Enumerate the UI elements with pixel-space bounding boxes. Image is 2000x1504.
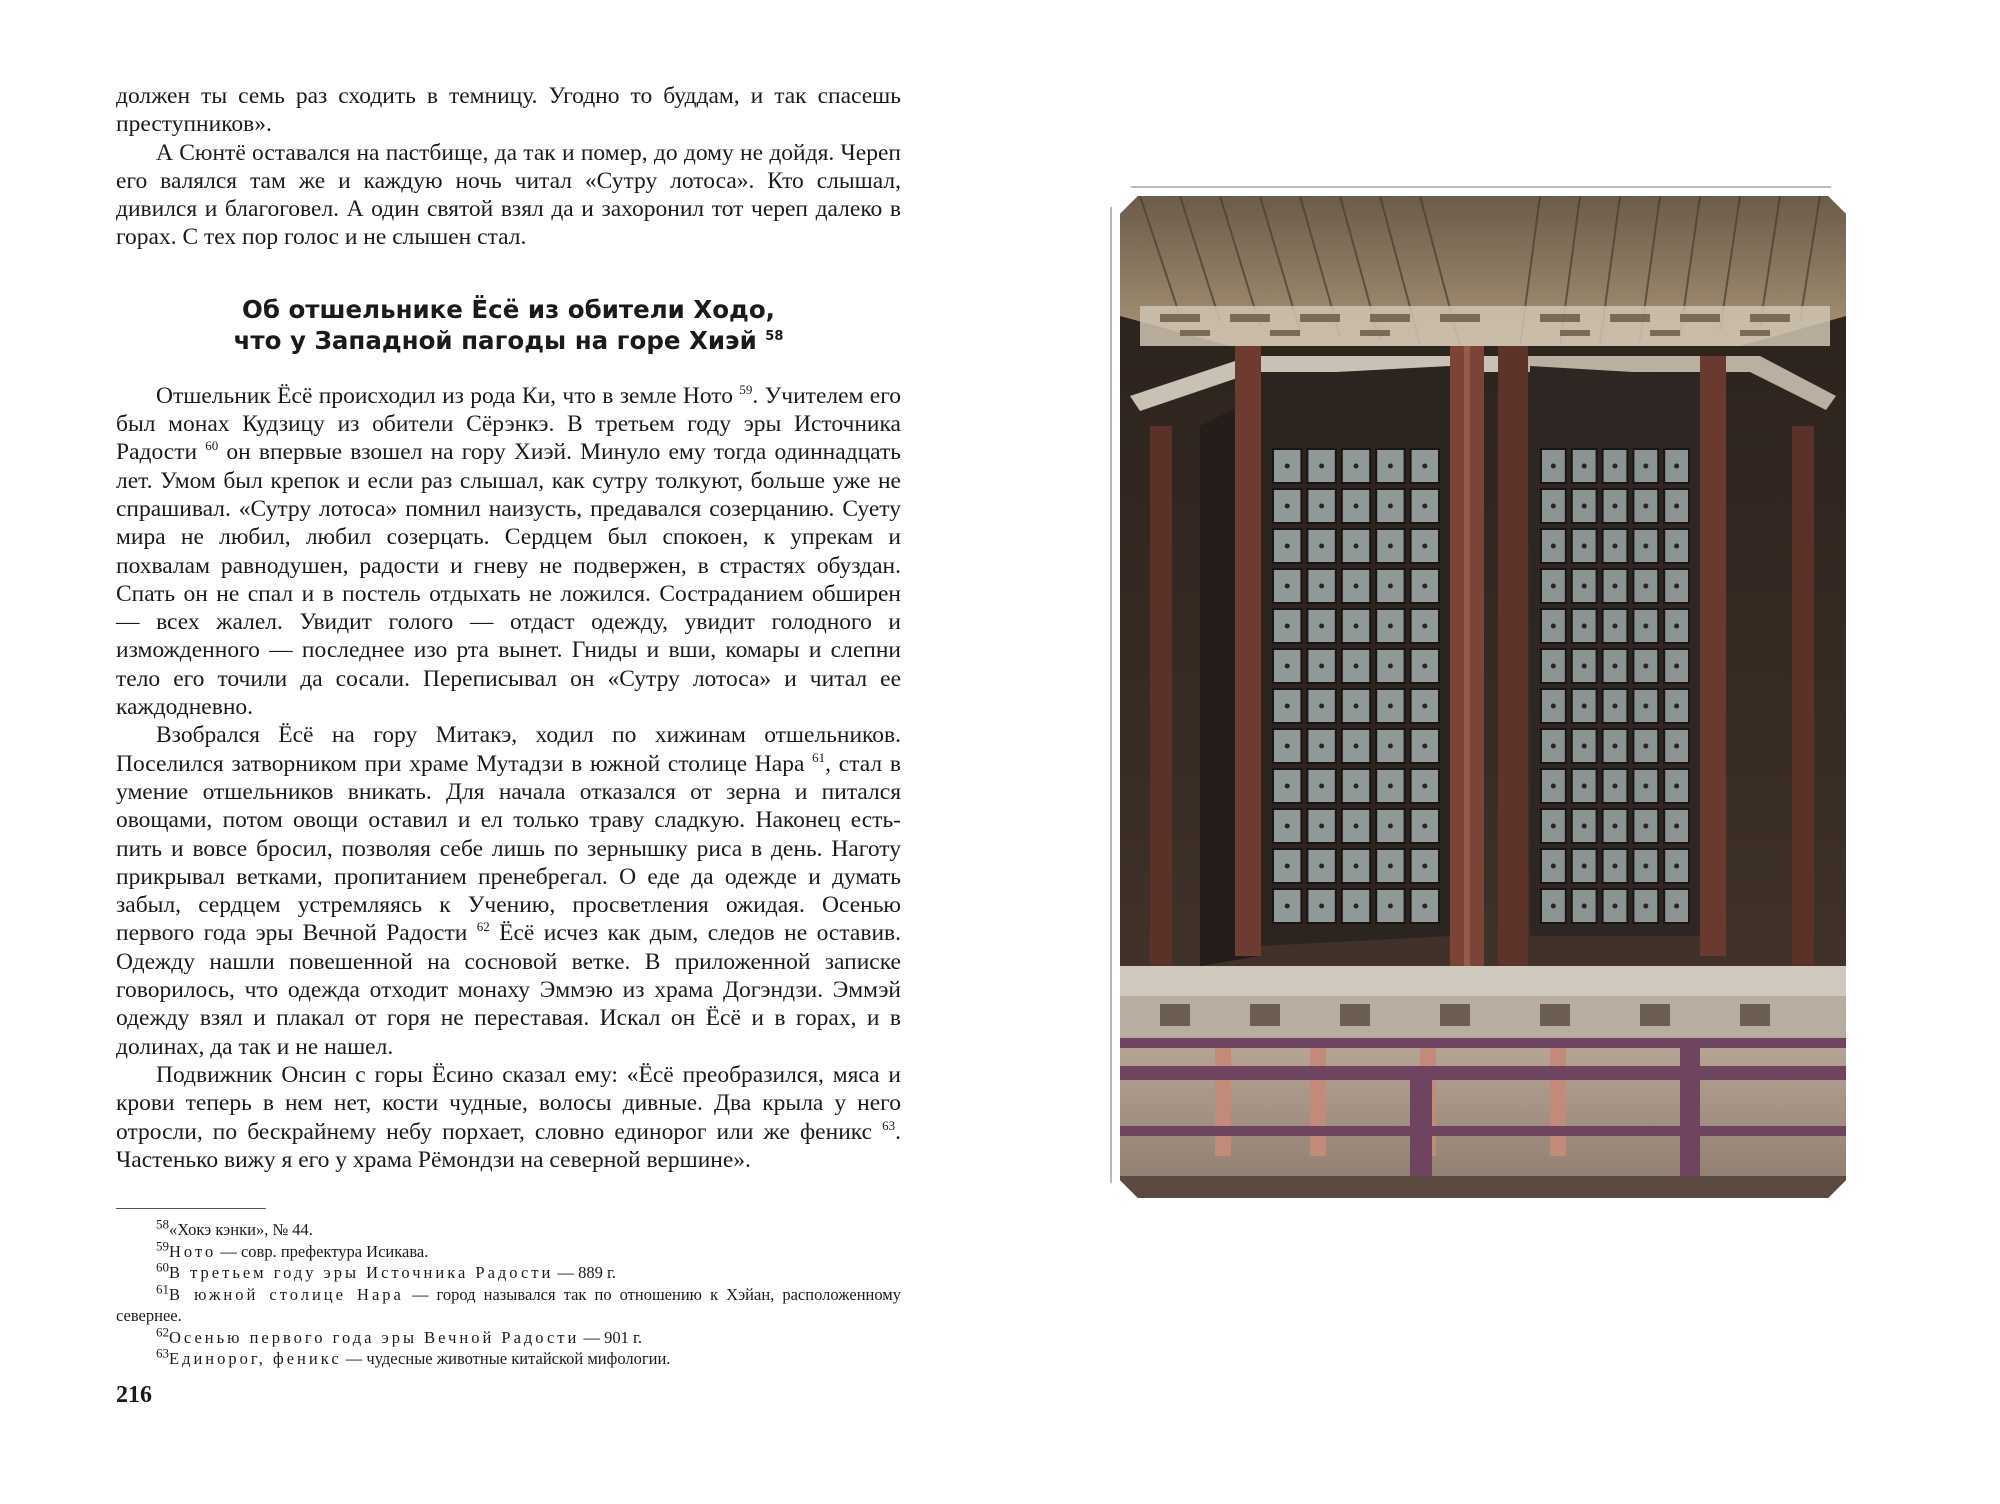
footnote-60 bbox=[116, 1259, 901, 1284]
column bbox=[1792, 426, 1814, 986]
base-ledge bbox=[1120, 966, 1846, 996]
drawer-knob bbox=[1422, 504, 1427, 509]
footnote-number: 61 bbox=[156, 1281, 169, 1297]
drawer-knob bbox=[1582, 784, 1587, 789]
section-heading bbox=[116, 294, 901, 356]
footnote-term: В южной столице Нара bbox=[169, 1284, 404, 1304]
drawer-knob bbox=[1582, 624, 1587, 629]
drawer-knob bbox=[1319, 784, 1324, 789]
footnote-term: Единорог, феникс bbox=[169, 1349, 342, 1369]
footnote-ref-61[interactable]: 61 bbox=[812, 749, 826, 765]
body-paragraph: А Сюнтё оставался на пастбище, да так и помер, до дому не дойдя. Череп его валялся там же и каждую ночь читал «Сутру лотоса». Кто слышал, дивился и благоговел. А один святой взял да и захоронил тот череп далеко в горах. С тех пор голос и не слышен стал. bbox=[116, 139, 901, 251]
drawer-knob bbox=[1582, 664, 1587, 669]
text-run: . Учителем его был монах Кудзицу из обители Сёрэнкэ. В третьем году эры Источника Радости bbox=[116, 382, 902, 466]
drawer-knob bbox=[1319, 824, 1324, 829]
heading-line-2-text: что у Западной пагоды на горе Хиэй bbox=[233, 325, 757, 355]
drawer-knob bbox=[1674, 544, 1679, 549]
drawer-knob bbox=[1388, 544, 1393, 549]
drawer-knob bbox=[1551, 544, 1556, 549]
drawer-knob bbox=[1319, 664, 1324, 669]
footnote-ref-59[interactable]: 59 bbox=[739, 381, 753, 397]
drawer-knob bbox=[1613, 464, 1618, 469]
base-frieze bbox=[1120, 996, 1846, 1036]
footnote-text: — 901 г. bbox=[579, 1327, 642, 1347]
drawer-knob bbox=[1613, 624, 1618, 629]
text-run: Отшельник Ёсё происходил из рода Ки, что в земле Ното bbox=[156, 382, 734, 409]
drawer-knob bbox=[1354, 744, 1359, 749]
footnote-61 bbox=[116, 1281, 901, 1327]
footnote-text: — чудесные животные китайской мифологии. bbox=[341, 1349, 671, 1369]
drawer-knob bbox=[1388, 744, 1393, 749]
footnote-number: 60 bbox=[156, 1259, 169, 1275]
drawer-knob bbox=[1354, 904, 1359, 909]
drawer-knob bbox=[1319, 504, 1324, 509]
drawer-knob bbox=[1388, 704, 1393, 709]
drawer-knob bbox=[1643, 784, 1648, 789]
drawer-knob bbox=[1613, 864, 1618, 869]
drawer-knob bbox=[1674, 824, 1679, 829]
drawer-knob bbox=[1613, 664, 1618, 669]
drawer-knob bbox=[1551, 584, 1556, 589]
drawer-knob bbox=[1388, 864, 1393, 869]
body-paragraph bbox=[116, 382, 901, 722]
drawer-knob bbox=[1354, 824, 1359, 829]
drawer-knob bbox=[1643, 864, 1648, 869]
drawer-knob bbox=[1643, 904, 1648, 909]
drawer-knob bbox=[1613, 784, 1618, 789]
drawer-knob bbox=[1388, 584, 1393, 589]
drawer-knob bbox=[1422, 464, 1427, 469]
drawer-knob bbox=[1674, 784, 1679, 789]
drawer-knob bbox=[1674, 624, 1679, 629]
drawer-knob bbox=[1388, 784, 1393, 789]
drawer-knob bbox=[1582, 864, 1587, 869]
drawer-knob bbox=[1643, 504, 1648, 509]
drawer-knob bbox=[1551, 464, 1556, 469]
body-paragraph bbox=[116, 1061, 901, 1174]
drawer-knob bbox=[1388, 464, 1393, 469]
footnote-term: Ното bbox=[169, 1241, 217, 1261]
drawer-knob bbox=[1643, 704, 1648, 709]
footnote-63 bbox=[116, 1345, 901, 1370]
footnote-number: 62 bbox=[156, 1324, 169, 1340]
drawer-knob bbox=[1422, 864, 1427, 869]
footnote-ref-58[interactable]: 58 bbox=[765, 328, 784, 344]
drawer-knob bbox=[1613, 504, 1618, 509]
drawer-knob bbox=[1422, 784, 1427, 789]
drawer-knob bbox=[1319, 584, 1324, 589]
footnotes bbox=[116, 1216, 901, 1370]
drawer-knob bbox=[1422, 544, 1427, 549]
drawer-knob bbox=[1582, 904, 1587, 909]
footnote-text: — город назывался так по отношению к Хэйан, расположенному севернее. bbox=[116, 1284, 901, 1326]
column bbox=[1498, 346, 1528, 966]
drawer-knob bbox=[1319, 544, 1324, 549]
drawer-knob bbox=[1354, 664, 1359, 669]
drawer-knob bbox=[1582, 464, 1587, 469]
footnote-text: «Хокэ кэнки», № 44. bbox=[169, 1220, 313, 1240]
page-number: 216 bbox=[116, 1382, 152, 1408]
drawer-knob bbox=[1582, 744, 1587, 749]
drawer-knob bbox=[1285, 824, 1290, 829]
drawer-knob bbox=[1551, 744, 1556, 749]
drawer-knob bbox=[1643, 584, 1648, 589]
drawer-knob bbox=[1354, 464, 1359, 469]
drawer-knob bbox=[1422, 824, 1427, 829]
text-run: Подвижник Онсин с горы Ёсино сказал ему: «Ёсё преобразился, мяса и крови теперь в нем нет, кости чудные, волосы дивные. Два крыла у него отросли, по бескрайнему небу порхает, словно единорог или же феникс bbox=[116, 1061, 901, 1145]
drawer-knob bbox=[1643, 544, 1648, 549]
drawer-knob bbox=[1285, 584, 1290, 589]
drawer-knob bbox=[1285, 704, 1290, 709]
drawer-knob bbox=[1674, 704, 1679, 709]
footnote-text: — 889 г. bbox=[553, 1263, 617, 1283]
drawer-knob bbox=[1319, 704, 1324, 709]
drawer-knob bbox=[1354, 584, 1359, 589]
drawer-knob bbox=[1285, 464, 1290, 469]
drawer-knob bbox=[1674, 664, 1679, 669]
footnote-number: 63 bbox=[156, 1345, 169, 1361]
drawer-knob bbox=[1354, 504, 1359, 509]
drawer-knob bbox=[1551, 704, 1556, 709]
drawer-knob bbox=[1613, 744, 1618, 749]
footnote-text: — совр. префектура Исикава. bbox=[216, 1241, 429, 1261]
drawer-knob bbox=[1285, 624, 1290, 629]
floor-edge bbox=[1120, 1176, 1846, 1198]
drawer-knob bbox=[1551, 824, 1556, 829]
drawer-knob bbox=[1643, 464, 1648, 469]
drawer-knob bbox=[1674, 744, 1679, 749]
drawer-knob bbox=[1422, 584, 1427, 589]
drawer-knob bbox=[1388, 824, 1393, 829]
footnote-62 bbox=[116, 1324, 901, 1349]
drawer-knob bbox=[1674, 864, 1679, 869]
drawer-knob bbox=[1422, 624, 1427, 629]
column bbox=[1150, 426, 1172, 986]
drawer-knob bbox=[1643, 664, 1648, 669]
drawer-knob bbox=[1582, 824, 1587, 829]
drawer-knob bbox=[1551, 624, 1556, 629]
drawer-knob bbox=[1388, 664, 1393, 669]
footnote-58 bbox=[116, 1216, 901, 1241]
drawer-knob bbox=[1422, 664, 1427, 669]
drawer-knob bbox=[1388, 624, 1393, 629]
footnote-term: Осенью первого года эры Вечной Радости bbox=[169, 1327, 580, 1347]
heading-line-2 bbox=[116, 325, 901, 356]
footnote-number: 58 bbox=[156, 1216, 169, 1232]
footnote-ref-63[interactable]: 63 bbox=[882, 1117, 896, 1133]
column bbox=[1235, 346, 1261, 956]
drawer-knob bbox=[1643, 624, 1648, 629]
drawer-knob bbox=[1319, 904, 1324, 909]
drawer-knob bbox=[1319, 864, 1324, 869]
body-paragraph bbox=[116, 721, 901, 1061]
drawer-knob bbox=[1613, 824, 1618, 829]
drawer-knob bbox=[1422, 744, 1427, 749]
drawer-knob bbox=[1551, 504, 1556, 509]
footnote-number: 59 bbox=[156, 1238, 169, 1254]
drawer-knob bbox=[1551, 784, 1556, 789]
text-run: Ёсё исчез как дым, следов не оставив. Одежду нашли повешенной на сосновой ветке. В приложенной записке говорилось, что одежда отходит монаху Эммэю из храма Догэндзи. Эммэй одежду взял и плакал от горя не переставая. Искал он Ёсё и в горах, и в долинах, да так и не нашел. bbox=[116, 920, 901, 1060]
footnote-divider bbox=[116, 1208, 266, 1209]
drawer-knob bbox=[1354, 704, 1359, 709]
drawer-knob bbox=[1613, 584, 1618, 589]
drawer-knob bbox=[1643, 824, 1648, 829]
footnote-59 bbox=[116, 1238, 901, 1263]
text-run: , стал в умение отшельников вникать. Для начала отказался от зерна и питался овощами, потом овощи оставил и ел только траву сладкую. Наконец есть-пить и вовсе бросил, позволяя себе лишь по зернышку риса в день. Наготу прикрывал ветками, пропитанием пренебрегал. О еде да одежде и думать забыл, сердцем устремляясь к Учению, просветления ожидая. Осенью первого года эры Вечной Радости bbox=[116, 750, 902, 947]
drawer-knob bbox=[1613, 544, 1618, 549]
left-page bbox=[116, 82, 901, 1370]
drawer-knob bbox=[1674, 584, 1679, 589]
drawer-knob bbox=[1285, 784, 1290, 789]
drawer-knob bbox=[1354, 544, 1359, 549]
drawer-knob bbox=[1285, 744, 1290, 749]
drawer-knob bbox=[1319, 624, 1324, 629]
text-run: . Частенько вижу я его у храма Рёмондзи на северной вершине». bbox=[116, 1118, 901, 1173]
footnote-ref-60[interactable]: 60 bbox=[205, 438, 219, 454]
drawer-knob bbox=[1285, 864, 1290, 869]
drawer-knob bbox=[1285, 504, 1290, 509]
drawer-knob bbox=[1674, 464, 1679, 469]
drawer-knob bbox=[1285, 664, 1290, 669]
drawer-knob bbox=[1582, 584, 1587, 589]
drawer-knob bbox=[1613, 704, 1618, 709]
drawer-knob bbox=[1551, 664, 1556, 669]
drawer-knob bbox=[1422, 704, 1427, 709]
drawer-knob bbox=[1319, 464, 1324, 469]
heading-line-1: Об отшельнике Ёсё из обители Ходо, bbox=[242, 294, 775, 324]
drawer-knob bbox=[1388, 904, 1393, 909]
drawer-knob bbox=[1582, 704, 1587, 709]
drawer-knob bbox=[1551, 904, 1556, 909]
sutra-repository-photo bbox=[1120, 196, 1846, 1198]
drawer-knob bbox=[1422, 904, 1427, 909]
photo-frame bbox=[1110, 186, 1856, 1208]
footnote-term: В третьем году эры Источника Радости bbox=[169, 1263, 554, 1283]
photo-illustration bbox=[1120, 196, 1846, 1198]
drawer-knob bbox=[1354, 864, 1359, 869]
text-run: Взобрался Ёсё на гору Митакэ, ходил по хижинам отшельников. Поселился затворником при храме Мутадзи в южной столице Нара bbox=[116, 722, 901, 777]
drawer-knob bbox=[1285, 544, 1290, 549]
drawer-knob bbox=[1354, 624, 1359, 629]
drawer-knob bbox=[1582, 504, 1587, 509]
column-highlight bbox=[1464, 346, 1470, 966]
drawer-knob bbox=[1674, 504, 1679, 509]
bracket-frieze bbox=[1140, 306, 1830, 346]
drawer-knob bbox=[1388, 504, 1393, 509]
drawer-knob bbox=[1285, 904, 1290, 909]
drawer-knob bbox=[1354, 784, 1359, 789]
column bbox=[1700, 356, 1726, 956]
drawer-knob bbox=[1613, 904, 1618, 909]
footnote-ref-62[interactable]: 62 bbox=[476, 919, 490, 935]
text-run: он впервые взошел на гору Хиэй. Минуло ему тогда одиннадцать лет. Умом был крепок и если раз слышал, как сутру толкуют, больше уже не спрашивал. «Сутру лотоса» помнил наизусть, предавался созерцанию. Суету мира не любил, любил созерцать. Сердцем был спокоен, к упрекам и похвалам равнодушен, радости и гневу не подвержен, в страстях обуздан. Спать он не спал и в постель отдыхать не ложился. Состраданием обширен — всех жалел. Увидит голого — отдаст одежду, увидит голодного и изможденного — последнее изо рта вынет. Гниды и вши, комары и слепни тело его точили да сосали. Переписывал он «Сутру лотоса» и читал ее каждодневно. bbox=[116, 439, 901, 721]
drawer-knob bbox=[1551, 864, 1556, 869]
drawer-knob bbox=[1674, 904, 1679, 909]
drawer-knob bbox=[1319, 744, 1324, 749]
body-paragraph: должен ты семь раз сходить в темницу. Угодно то буддам, и так спасешь преступников». bbox=[116, 83, 901, 138]
drawer-knob bbox=[1582, 544, 1587, 549]
drawer-knob bbox=[1643, 744, 1648, 749]
